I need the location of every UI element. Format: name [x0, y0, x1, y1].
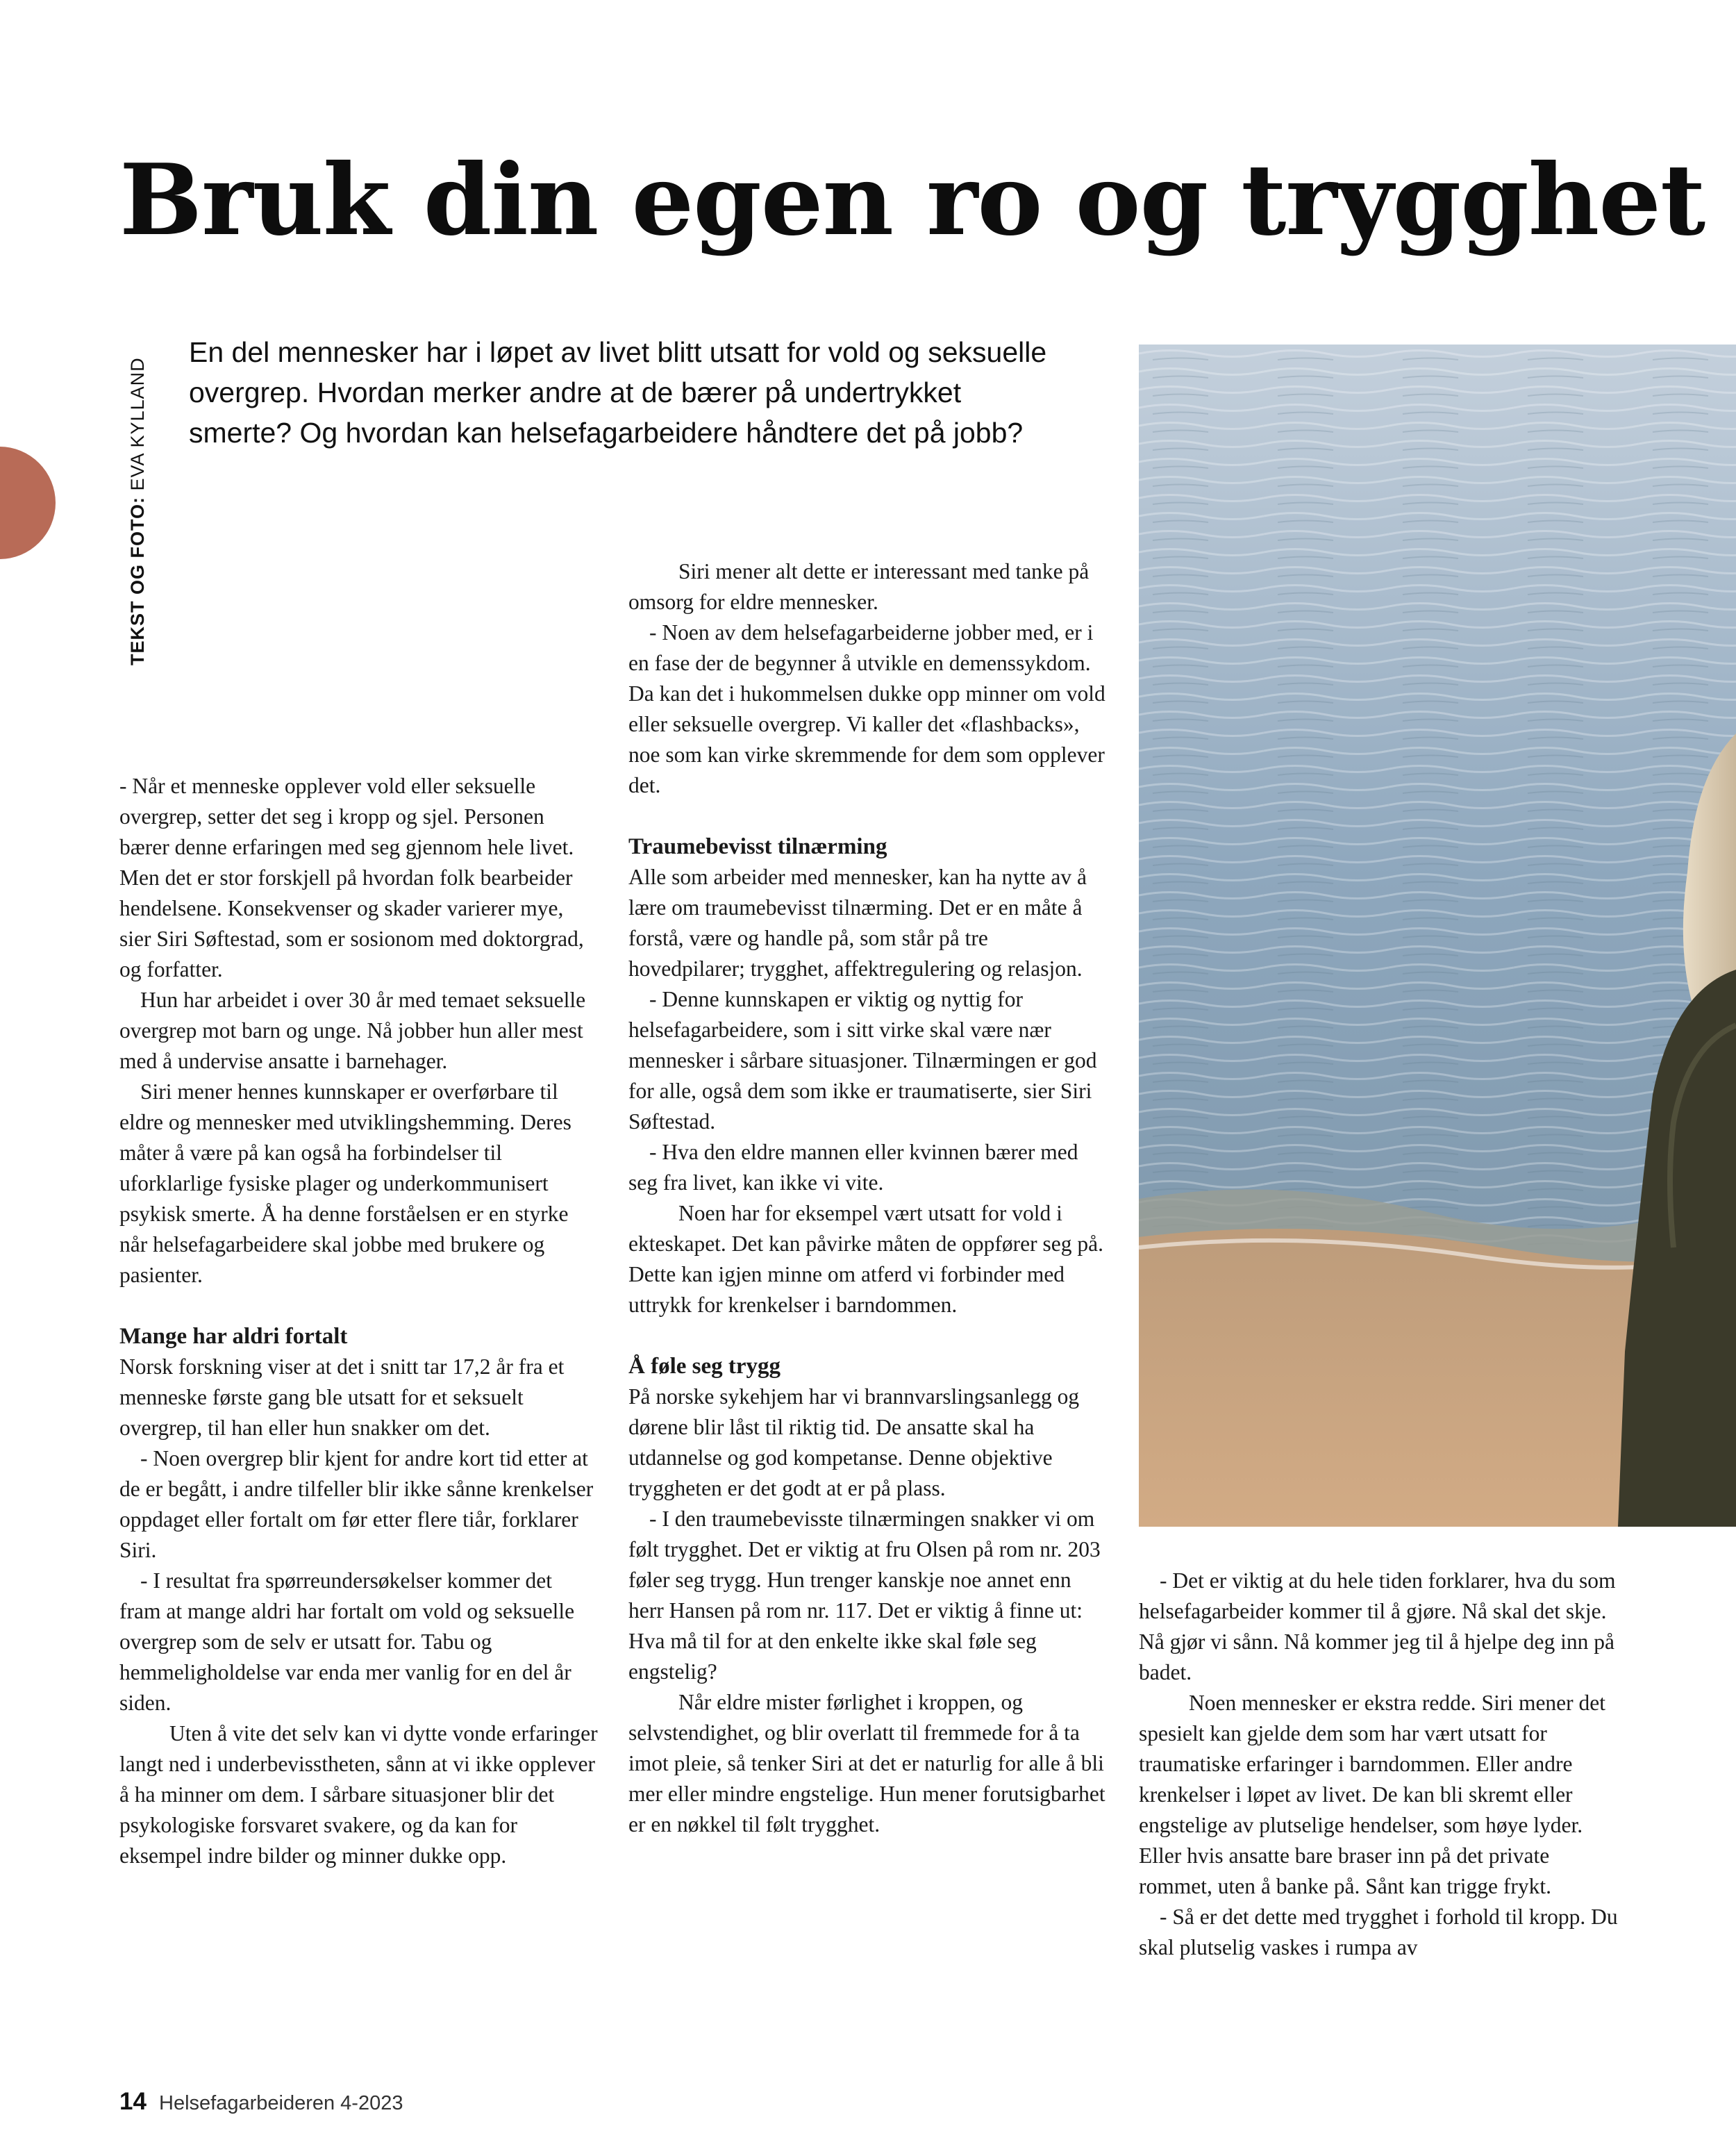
subheading-aa-foele-seg-trygg: Å føle seg trygg	[628, 1354, 781, 1379]
text-column-3	[1139, 1566, 1618, 1963]
ingress: En del mennesker har i løpet av livet blitt utsatt for vold og seksuelle overgrep. Hvordan merker andre at de bærer på undertrykket smerte? Og hvordan kan helsefagarbeidere håndtere det på jobb?	[189, 336, 1047, 449]
photo-illustration	[1139, 345, 1736, 1527]
paragraph: - Hva den eldre mannen eller kvinnen bærer med seg fra livet, kan ikke vi vite.	[628, 1140, 1078, 1195]
page-footer	[119, 2088, 403, 2116]
text-column-2	[628, 556, 1108, 1840]
byline	[127, 339, 149, 665]
paragraph: Noen har for eksempel vært utsatt for vold i ekteskapet. Det kan påvirke måten de oppfører seg på. Dette kan igjen minne om atferd vi forbinder med uttrykk for krenkelser i barndommen.	[628, 1201, 1103, 1317]
paragraph: På norske sykehjem har vi brannvarslingsanlegg og dørene blir låst til riktig tid. De ansatte skal ha utdannelse og god kompetanse. Denne objektive tryggheten er det godt at er på plass.	[628, 1384, 1080, 1500]
subheading-traumebevisst-tilnaerming: Traumebevisst tilnærming	[628, 834, 887, 859]
page-number: 14	[119, 2088, 147, 2115]
paragraph: Siri mener alt dette er interessant med tanke på omsorg for eldre mennesker.	[628, 559, 1090, 614]
paragraph: Noen mennesker er ekstra redde. Siri mener det spesielt kan gjelde dem som har vært utsatt for traumatiske erfaringer i barndommen. Eller andre krenkelser i løpet av livet. De kan bli skremt eller engstelige av plutselige hendelser, som høye lyder. Eller hvis ansatte bare braser inn på det private rommet, uten å banke på. Sånt kan trigge frykt.	[1139, 1691, 1606, 1898]
byline-label: TEKST OG FOTO:	[127, 497, 148, 665]
paragraph: - Så er det dette med trygghet i forhold til kropp. Du skal plutselig vaskes i rumpa av	[1139, 1905, 1618, 1959]
paragraph: - Det er viktig at du hele tiden forklarer, hva du som helsefagarbeider kommer til å gjøre. Nå skal det skje. Nå gjør vi sånn. Nå kommer jeg til å hjelpe deg inn på badet.	[1139, 1568, 1616, 1684]
paragraph: - I resultat fra spørreundersøkelser kommer det fram at mange aldri har fortalt om vold og seksuelle overgrep som de selv er utsatt for. Tabu og hemmeligholdelse var enda mer vanlig for en del år siden.	[119, 1568, 575, 1715]
accent-circle	[0, 447, 56, 559]
paragraph: Når eldre mister førlighet i kroppen, og selvstendighet, og blir overlatt til fremmede for å ta imot pleie, så tenker Siri at det er naturlig for alle å bli mer eller mindre engstelige. Hun mener forutsigbarhet er en nøkkel til følt trygghet.	[628, 1690, 1105, 1836]
paragraph: Norsk forskning viser at det i snitt tar 17,2 år fra et menneske første gang ble utsatt for et seksuelt overgrep, til han eller hun snakker om det.	[119, 1354, 565, 1440]
paragraph: Hun har arbeidet i over 30 år med temaet seksuelle overgrep mot barn og unge. Nå jobber hun aller mest med å undervise ansatte i barnehager.	[119, 988, 586, 1073]
paragraph: Alle som arbeider med mennesker, kan ha nytte av å lære om traumebevisst tilnærming. Det er en måte å forstå, være og handle på, som står på tre hovedpilarer; trygghet, affektregulering og relasjon.	[628, 865, 1087, 981]
paragraph: Uten å vite det selv kan vi dytte vonde erfaringer langt ned i underbevisstheten, sånn at vi ikke opplever å ha minner om dem. I sårbare situasjoner blir det psykologiske forsvaret svakere, og da kan for eksempel indre bilder og minner dukke opp.	[119, 1721, 598, 1868]
paragraph: - Denne kunnskapen er viktig og nyttig for helsefagarbeidere, som i sitt virke skal være nær mennesker i sårbare situasjoner. Tilnærmingen er god for alle, også dem som ikke er traumatiserte, sier Siri Søftestad.	[628, 987, 1097, 1134]
paragraph: - Noen overgrep blir kjent for andre kort tid etter at de er begått, i andre tilfeller blir ikke sånne krenkelser oppdaget eller fortalt om før etter flere tiår, forklarer Siri.	[119, 1446, 594, 1562]
byline-name: EVA KYLLAND	[127, 357, 148, 491]
article-title: Bruk din egen ro og trygghet	[119, 143, 1705, 258]
publication-name: Helsefagarbeideren 4-2023	[159, 2092, 403, 2114]
paragraph: - Når et menneske opplever vold eller seksuelle overgrep, setter det seg i kropp og sjel. Personen bærer denne erfaringen med seg gjennom hele livet. Men det er stor forskjell på hvordan folk bearbeider hendelsene. Konsekvenser og skader varierer mye, sier Siri Søftestad, som er sosionom med doktorgrad, og forfatter.	[119, 774, 584, 981]
text-column-1	[119, 771, 599, 1871]
paragraph: Siri mener hennes kunnskaper er overførbare til eldre og mennesker med utviklingshemming. Deres måter å være på kan også ha forbindelser til uforklarlige fysiske plager og underkommunisert psykisk smerte. Å ha denne forståelsen er en styrke når helsefagarbeidere skal jobbe med brukere og pasienter.	[119, 1079, 571, 1287]
paragraph: - Noen av dem helsefagarbeiderne jobber med, er i en fase der de begynner å utvikle en demenssykdom. Da kan det i hukommelsen dukke opp minner om vold eller seksuelle overgrep. Vi kaller det «flashbacks», noe som kan virke skremmende for dem som opplever det.	[628, 620, 1105, 797]
paragraph: - I den traumebevisste tilnærmingen snakker vi om følt trygghet. Det er viktig at fru Olsen på rom nr. 203 føler seg trygg. Hun trenger kanskje noe annet enn herr Hansen på rom nr. 117. Det er viktig å finne ut: Hva må til for at den enkelte ikke skal føle seg engstelig?	[628, 1507, 1101, 1684]
subheading-mange-har-aldri-fortalt: Mange har aldri fortalt	[119, 1324, 348, 1349]
article-photo	[1139, 345, 1736, 1527]
